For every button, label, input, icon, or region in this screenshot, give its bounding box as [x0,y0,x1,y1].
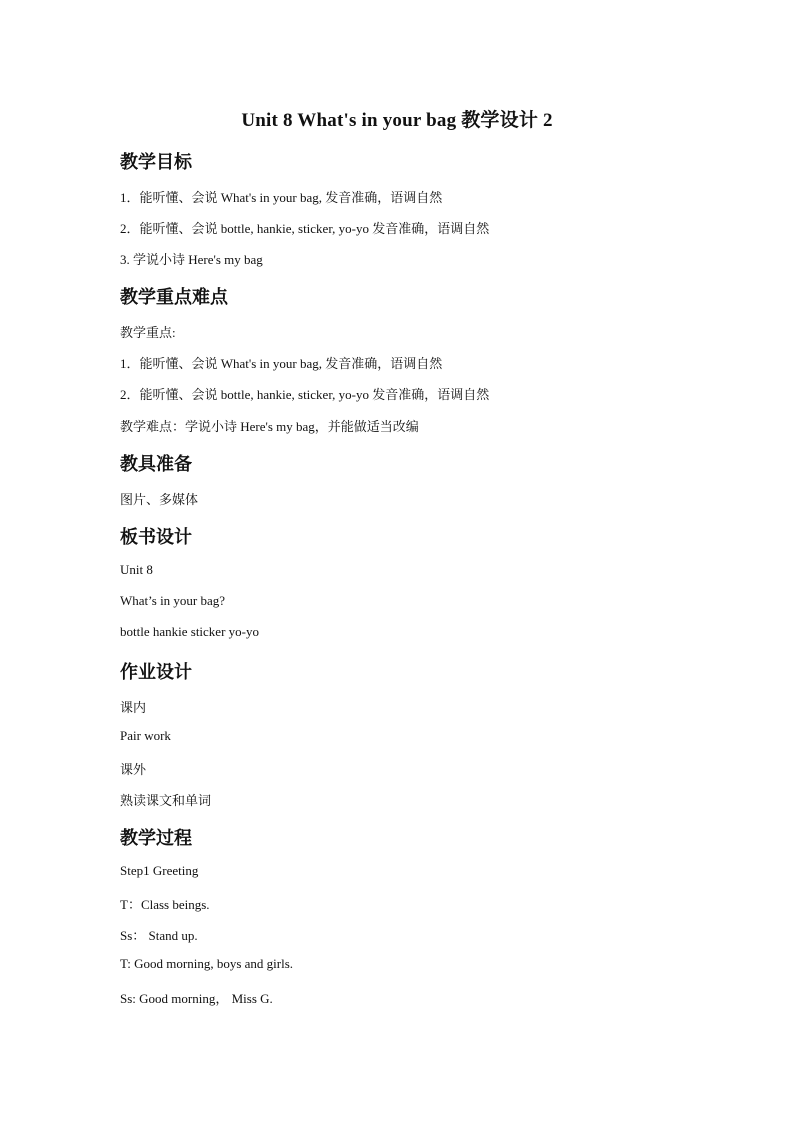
section-heading-homework: 作业设计 [120,662,192,683]
key-points-label: 教学重点: [120,325,176,340]
homework-line-4: 熟读课文和单词 [120,793,212,808]
key-points-line-2: 2．能听懂、会说 bottle, hankie, sticker, yo-yo 发音准确，语调自然 [120,387,490,402]
board-line-2: What’s in your bag? [120,593,226,608]
homework-line-3: 课外 [120,762,147,777]
procedure-line-5: Ss: Good morning， Miss G. [120,991,273,1006]
homework-line-2: Pair work [120,728,171,743]
procedure-line-3: Ss： Stand up. [120,928,198,943]
objectives-line-1: 1．能听懂、会说 What's in your bag, 发音准确，语调自然 [120,190,443,205]
difficult-points-line: 教学难点：学说小诗 Here's my bag，并能做适当改编 [120,419,419,434]
procedure-line-1: Step1 Greeting [120,863,199,878]
objectives-line-2: 2．能听懂、会说 bottle, hankie, sticker, yo-yo 发音准确，语调自然 [120,221,490,236]
section-heading-procedure: 教学过程 [120,828,192,849]
objectives-line-3: 3. 学说小诗 Here's my bag [120,252,263,267]
section-heading-objectives: 教学目标 [120,152,192,173]
section-heading-materials: 教具准备 [120,454,192,475]
materials-line-1: 图片、多媒体 [120,492,199,507]
board-line-1: Unit 8 [120,562,153,577]
document-title: Unit 8 What's in your bag 教学设计 2 [241,110,553,131]
procedure-line-2: T：Class beings. [120,897,210,912]
homework-line-1: 课内 [120,700,147,715]
section-heading-board-design: 板书设计 [120,527,192,548]
procedure-line-4: T: Good morning, boys and girls. [120,956,294,971]
board-line-3: bottle hankie sticker yo-yo [120,624,259,639]
section-heading-key-points: 教学重点难点 [120,287,228,308]
key-points-line-1: 1．能听懂、会说 What's in your bag, 发音准确，语调自然 [120,356,443,371]
